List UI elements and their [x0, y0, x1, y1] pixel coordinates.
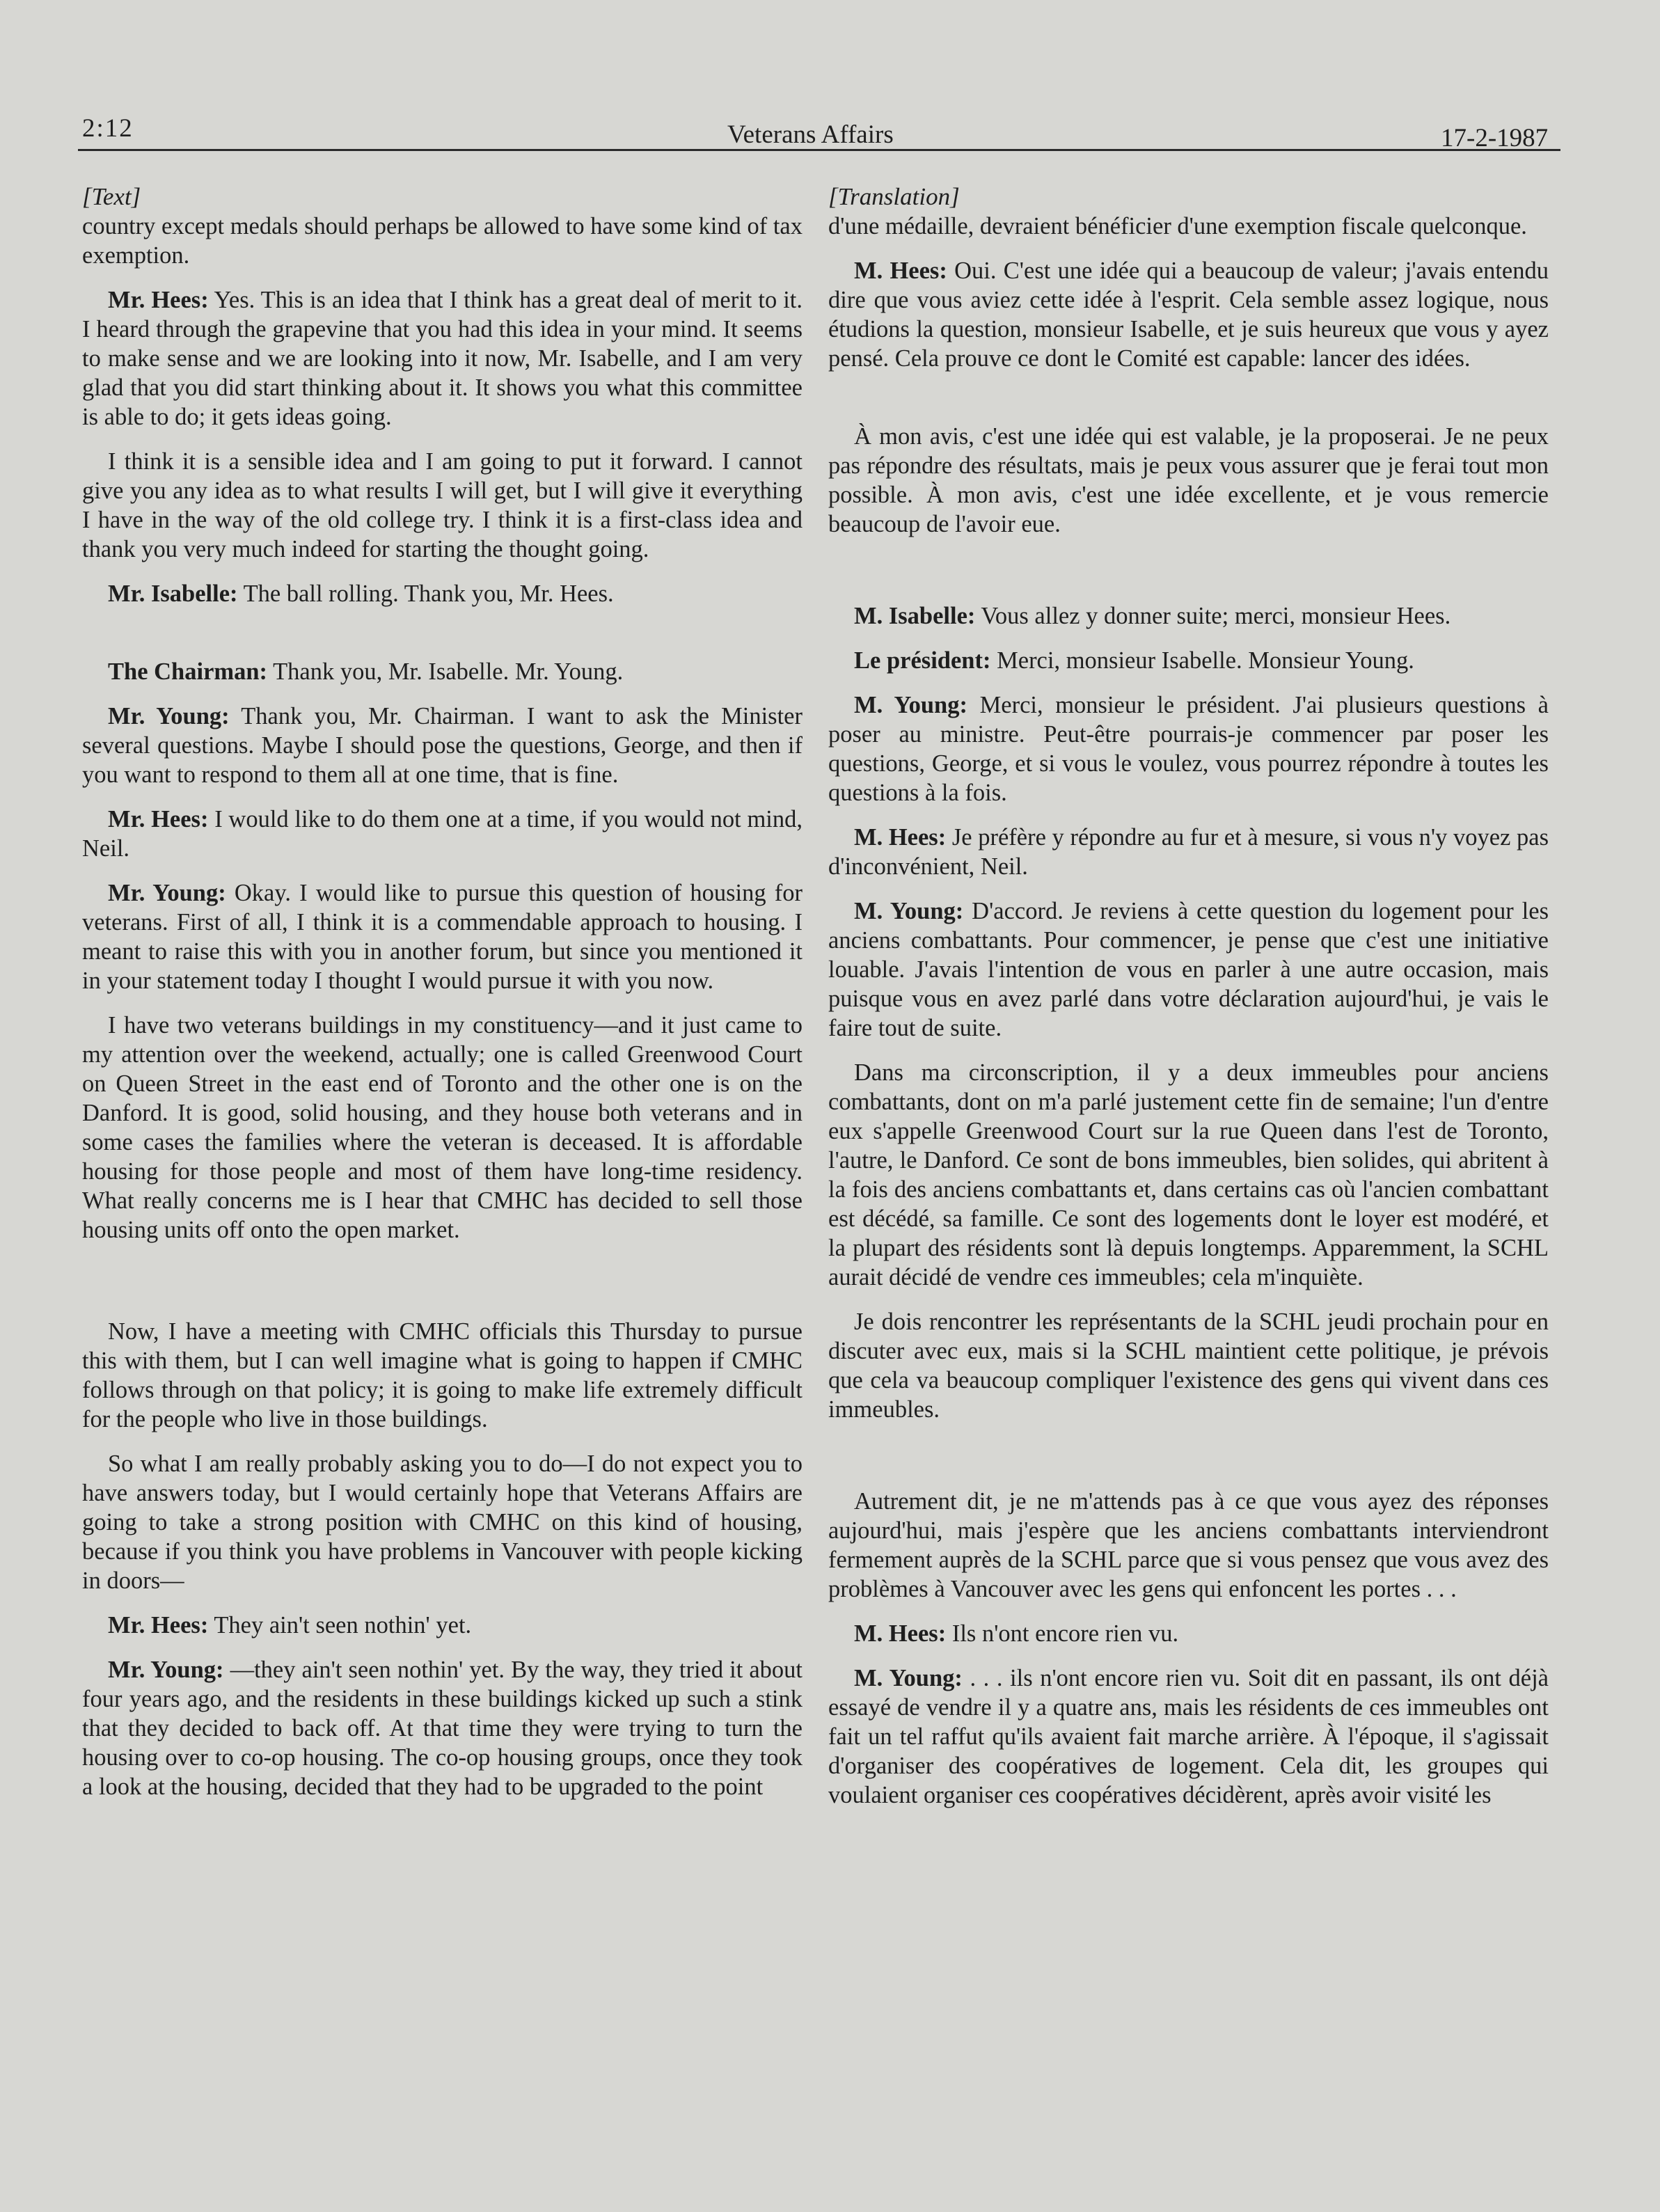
- paragraph-text: I think it is a sensible idea and I am going to put it forward. I cannot give you any idea as to what results I will get, but I will give it everything I have in the way of the old college try. I think it is a first-class idea and thank you very much indeed for starting the thought going.: [82, 448, 803, 562]
- paragraph: [82, 878, 803, 995]
- paragraph-text: Autrement dit, je ne m'attends pas à ce que vous ayez des réponses aujourd'hui, mais j'espère que les anciens combattants interviendront fermement auprès de la SCHL parce que si vous pensez que vous avez des problèmes à Vancouver avec les gens qui enfoncent les portes . . .: [828, 1488, 1549, 1602]
- speaker-name: M. Young:: [854, 692, 967, 718]
- paragraph: [82, 579, 803, 608]
- paragraph-text: I would like to do them one at a time, if you would not mind, Neil.: [82, 806, 803, 862]
- paragraph: [82, 1317, 803, 1434]
- speaker-name: M. Young:: [854, 1665, 963, 1691]
- column-spacer: [82, 1260, 803, 1317]
- paragraph: [82, 657, 803, 686]
- paragraph: [82, 447, 803, 564]
- speaker-name: M. Young:: [854, 898, 964, 924]
- paragraph-text: Ils n'ont encore rien vu.: [951, 1620, 1179, 1647]
- paragraph-text: Thank you, Mr. Chairman. I want to ask the Minister several questions. Maybe I should pose the questions, George, and then if you want to respond to them all at one time, that is fine.: [82, 703, 803, 788]
- paragraph: [828, 212, 1549, 241]
- paragraph: [828, 1619, 1549, 1648]
- speaker-name: The Chairman:: [108, 658, 268, 685]
- column-spacer: [828, 1439, 1549, 1487]
- paragraph: [828, 1487, 1549, 1604]
- sitting-date: 17-2-1987: [1441, 124, 1549, 152]
- header-rule: [78, 149, 1560, 151]
- paragraph: [828, 1307, 1549, 1424]
- paragraph-text: Vous allez y donner suite; merci, monsieur Hees.: [981, 603, 1451, 629]
- column-spacer: [828, 388, 1549, 422]
- speaker-name: Mr. Hees:: [108, 287, 209, 313]
- paragraph-text: . . . ils n'ont encore rien vu. Soit dit en passant, ils ont déjà essayé de vendre il y a quatre ans, mais les résidents de ces immeubles ont fait un tel raffut qu'ils avaient fait marche arrière. À l'époque, il s'agissait d'organiser des coopératives de logement. Cela dit, les groupes qui voulaient organiser ces coopératives décidèrent, après avoir visité les: [828, 1665, 1549, 1808]
- paragraph-text: Je dois rencontrer les représentants de la SCHL jeudi prochain pour en discuter avec eux, mais si la SCHL maintient cette politique, je prévois que cela va beaucoup compliquer l'existence des gens qui vivent dans ces immeubles.: [828, 1309, 1549, 1423]
- running-title: Veterans Affairs: [727, 120, 894, 149]
- paragraph-text: Thank you, Mr. Isabelle. Mr. Young.: [273, 658, 624, 685]
- paragraph: [828, 690, 1549, 807]
- speaker-name: Mr. Young:: [108, 1657, 224, 1683]
- speaker-name: Mr. Hees:: [108, 806, 209, 832]
- paragraph-text: —they ain't seen nothin' yet. By the way, they tried it about four years ago, and the residents in these buildings kicked up such a stink that they decided to back off. At that time they were trying to turn the housing over to co-op housing. The co-op housing groups, once they took a look at the housing, decided that they had to be upgraded to the point: [82, 1657, 803, 1800]
- translation-label: [Translation]: [828, 183, 960, 210]
- paragraph: [82, 1011, 803, 1245]
- paragraph: [828, 601, 1549, 631]
- speaker-name: M. Hees:: [854, 1620, 947, 1647]
- paragraph-text: Oui. C'est une idée qui a beaucoup de valeur; j'avais entendu dire que vous aviez cette idée à l'esprit. Cela semble assez logique, nous étudions la question, monsieur Isabelle, et je suis heureux que vous y ayez pensé. Cela prouve ce dont le Comité est capable: lancer des idées.: [828, 258, 1549, 372]
- speaker-name: Mr. Hees:: [108, 1612, 209, 1638]
- paragraph-text: D'accord. Je reviens à cette question du logement pour les anciens combattants. Pour commencer, je pense que c'est une initiative louable. J'avais l'intention de vous en parler à une autre occasion, mais puisque vous en avez parlé dans votre déclaration aujourd'hui, je vais le faire tout de suite.: [828, 898, 1549, 1041]
- paragraph: [82, 702, 803, 789]
- speaker-name: M. Hees:: [854, 824, 947, 851]
- speaker-name: Mr. Isabelle:: [108, 580, 238, 607]
- paragraph: [82, 1655, 803, 1801]
- paragraph-text: They ain't seen nothin' yet.: [214, 1612, 472, 1638]
- paragraph: [828, 256, 1549, 373]
- paragraph-text: d'une médaille, devraient bénéficier d'une exemption fiscale quelconque.: [828, 213, 1527, 239]
- english-column: [82, 182, 803, 1817]
- paragraph-text: Merci, monsieur Isabelle. Monsieur Young.: [997, 647, 1414, 674]
- paragraph: [828, 646, 1549, 675]
- column-spacer: [828, 554, 1549, 601]
- paragraph: [828, 823, 1549, 881]
- page-number: 2:12: [82, 114, 134, 143]
- speaker-name: Mr. Young:: [108, 703, 230, 729]
- speaker-name: Le président:: [854, 647, 991, 674]
- paragraph-text: Merci, monsieur le président. J'ai plusieurs questions à poser au ministre. Peut-être pourrais-je commencer par poser les questions, George, et si vous le voulez, vous pourrez répondre à toutes les questions à la fois.: [828, 692, 1549, 806]
- paragraph-text: Dans ma circonscription, il y a deux immeubles pour anciens combattants, dont on m'a parlé justement cette fin de semaine; l'un d'entre eux s'appelle Greenwood Court sur la rue Queen dans l'est de Toronto, l'autre, le Danford. Ce sont de bons immeubles, bien solides, qui abritent à la fois des anciens combattants et, dans certains cas où l'ancien combattant est décédé, sa famille. Ce sont des logements dont le loyer est modéré, et la plupart des résidents sont là depuis longtemps. Apparemment, la SCHL aurait décidé de vendre ces immeubles; cela m'inquiète.: [828, 1059, 1549, 1290]
- paragraph-text: À mon avis, c'est une idée qui est valable, je la proposerai. Je ne peux pas répondre des résultats, mais je peux vous assurer que je ferai tout mon possible. À mon avis, c'est une idée excellente, et je vous remercie beaucoup de l'avoir eue.: [828, 423, 1549, 537]
- speaker-name: M. Isabelle:: [854, 603, 976, 629]
- paragraph: [828, 1664, 1549, 1810]
- paragraph: [82, 212, 803, 270]
- paragraph: [828, 896, 1549, 1043]
- speaker-name: Mr. Young:: [108, 880, 226, 906]
- paragraph-text: Now, I have a meeting with CMHC officials this Thursday to pursue this with them, but I can well imagine what is going to happen if CMHC follows through on that policy; it is going to make life extremely difficult for the people who live in those buildings.: [82, 1318, 803, 1432]
- paragraph: [828, 1058, 1549, 1292]
- paragraph: [82, 1611, 803, 1640]
- paragraph: [82, 285, 803, 432]
- paragraph: [82, 805, 803, 863]
- paragraph-text: Je préfère y répondre au fur et à mesure, si vous n'y voyez pas d'inconvénient, Neil.: [828, 824, 1549, 880]
- paragraph-text: The ball rolling. Thank you, Mr. Hees.: [243, 580, 614, 607]
- french-column: [828, 182, 1549, 1825]
- column-spacer: [82, 624, 803, 657]
- paragraph-text: I have two veterans buildings in my constituency—and it just came to my attention over the weekend, actually; one is called Greenwood Court on Queen Street in the east end of Toronto and the other one is on the Danford. It is good, solid housing, and they house both veterans and in some cases the families where the veteran is deceased. It is affordable housing for those people and most of them have long-time residency. What really concerns me is I hear that CMHC has decided to sell those housing units off onto the open market.: [82, 1012, 803, 1243]
- paragraph: [828, 422, 1549, 539]
- speaker-name: M. Hees:: [854, 258, 947, 284]
- paragraph-text: Okay. I would like to pursue this question of housing for veterans. First of all, I think it is a commendable approach to housing. I meant to raise this with you in another forum, but since you mentioned it in your statement today I thought I would pursue it with you now.: [82, 880, 803, 994]
- paragraph-text: So what I am really probably asking you to do—I do not expect you to have answers today, but I would certainly hope that Veterans Affairs are going to take a strong position with CMHC on this kind of housing, because if you think you have problems in Vancouver with people kicking in doors—: [82, 1451, 803, 1594]
- text-label: [Text]: [82, 183, 141, 210]
- paragraph: [82, 1449, 803, 1595]
- paragraph-text: country except medals should perhaps be allowed to have some kind of tax exemption.: [82, 213, 803, 269]
- paragraph-text: Yes. This is an idea that I think has a great deal of merit to it. I heard through the grapevine that you had this idea in your mind. It seems to make sense and we are looking into it now, Mr. Isabelle, and I am very glad that you did start thinking about it. It shows you what this committee is able to do; it gets ideas going.: [82, 287, 803, 430]
